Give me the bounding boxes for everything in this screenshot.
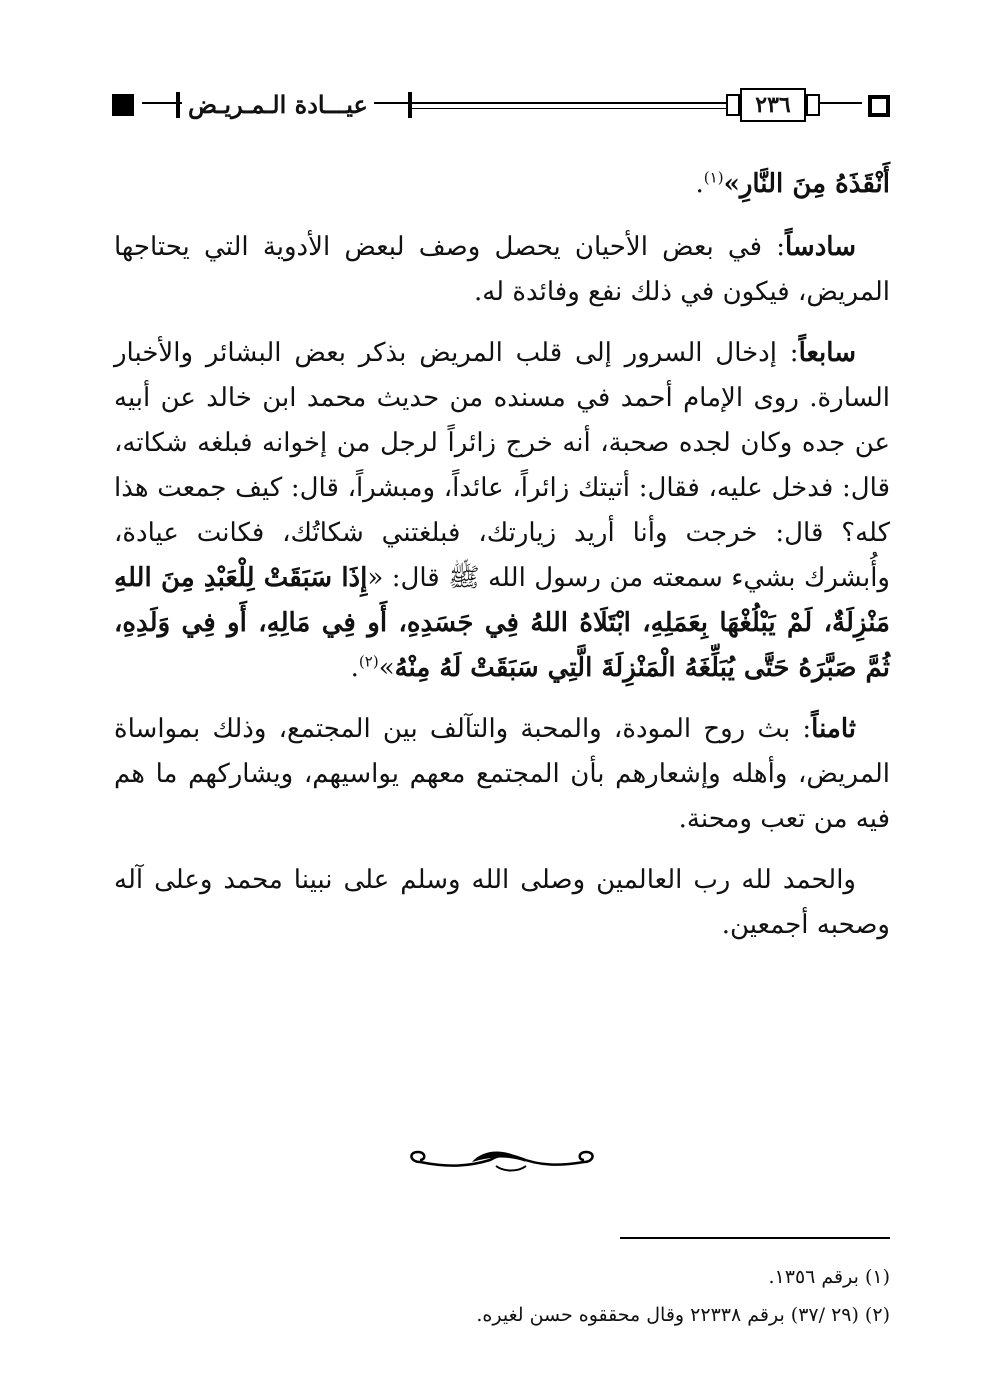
header-divider-bar <box>176 92 180 118</box>
point-heading: ثامناً <box>811 714 856 744</box>
divider-ornament <box>400 1140 604 1180</box>
text-run: » <box>378 653 395 683</box>
header-rule-inner <box>412 108 752 109</box>
hadith-text: إِذَا سَبَقَتْ لِلْعَبْدِ مِنَ اللهِ مَنْزِلَةٌ، لَمْ يَبْلُغْهَا بِعَمَلِهِ، ابْتَلَاهُ اللهُ فِي جَسَدِهِ، أَو فِي مَالِهِ، أَو فِي وَلَدِهِ، ثُمَّ صَبَّرَهُ حَتَّى يُبَلِّغَهُ الْمَنْزِلَةَ الَّتِي سَبَقَتْ لَهُ مِنْهُ <box>114 563 890 683</box>
text-run: والحمد لله رب العالمين وصلى الله وسلم على نبينا محمد وعلى آله وصحبه أجمعين. <box>114 865 890 940</box>
footnote-ref: (٢) <box>358 652 379 671</box>
paragraph-sixth <box>114 225 890 315</box>
text-run: . <box>350 653 359 683</box>
paragraph-closing <box>114 858 890 948</box>
point-heading: سادساً <box>785 232 856 262</box>
text-run: . <box>695 169 704 199</box>
paragraph-eighth <box>114 707 890 842</box>
page-header <box>112 86 890 126</box>
paragraph-seventh <box>114 331 890 691</box>
header-end-square-left <box>112 94 134 116</box>
point-heading: سابعاً <box>798 338 856 368</box>
page-number: ٢٣٦ <box>740 88 806 122</box>
footnote-separator <box>620 1237 890 1239</box>
running-title: عيـــادة الـمـريـض <box>182 90 374 119</box>
hadith-text: أَنْقَذَهُ مِنَ النَّارِ» <box>723 169 890 199</box>
text-run: : في بعض الأحيان يحصل وصف لبعض الأدوية التي يحتاجها المريض، فيكون في ذلك نفع وفائدة له. <box>114 232 890 307</box>
text-run: : إدخال السرور إلى قلب المريض بذكر بعض البشائر والأخبار السارة. روى الإمام أحمد في مسنده من حديث محمد ابن خالد عن أبيه عن جده وكان لجده صحبة، أنه خرج زائراً لرجل من إخوانه فبلغه شكاته، قال: فدخل عليه، فقال: أتيتك زائراً، عائداً، ومبشراً، قال: كيف جمعت هذا كله؟ قال: خرجت وأنا أريد زيارتك، فبلغتني شكاتُك، فكانت عيادة، وأُبشرك بشيء سمعته من رسول الله ﷺ قال: « <box>114 338 890 593</box>
body-text <box>114 162 890 964</box>
footnotes <box>114 1258 890 1334</box>
header-end-square-right <box>868 95 890 117</box>
footnote-1: (١) برقم ١٣٥٦. <box>768 1266 890 1288</box>
header-divider-bar <box>408 92 412 118</box>
paragraph-continuation <box>114 162 890 207</box>
footnote-2: (٢) (٢٩ /٣٧) برقم ٢٢٣٣٨ وقال محققوه حسن لغيره. <box>476 1304 890 1326</box>
footnote-ref: (١) <box>703 168 724 187</box>
text-run: : بث روح المودة، والمحبة والتآلف بين المجتمع، وذلك بمواساة المريض، وأهله وإشعارهم بأن المجتمع معهم يواسيهم، ويشاركهم ما هم فيه من تعب ومحنة. <box>114 714 890 834</box>
